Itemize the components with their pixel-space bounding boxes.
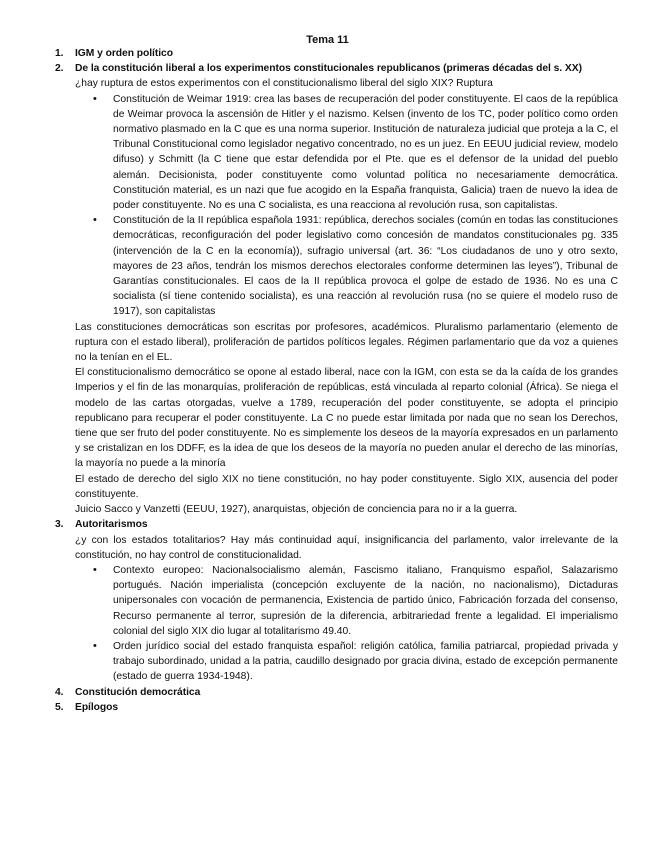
bullet-text: Orden jurídico social del estado franquista español: religión católica, familia patriarcal, propiedad privada y trabajo subordinado, unidad a la patria, caudillo designado por gracia divina, estado de excepción permanente (estado de guerra 1934-1948). [113, 640, 618, 683]
bullet-item [55, 563, 618, 639]
bullet-text: Constitución de la II república española 1931: república, derechos sociales (común en todas las constituciones democráticas, reconfiguración del poder legislativo como concesión de mandatos constitucionales pg. 335 (intervención de la C en la economía)), sufragio universal (art. 36: “Los ciudadanos de uno y otro sexto, mayores de 23 años, tendrán los mismos derechos electorales conforme determinen las leyes”), Tribunal de Garantías constitucionales. El caos de la II república provoca el golpe de estado de 1936. No es una C socialista (sí tiene contenido socialista), es una reacción al revolución rusa (no se quiere el modelo ruso de 1917), son capitalistas [113, 215, 618, 318]
paragraph: El constitucionalismo democrático se opone al estado liberal, nace con la IGM, con esta se da la caída de los grandes Imperios y el fin de las monarquías, proliferación de repúblicas, está vinculada al reparto colonial (África). Se niega el modelo de las cartas otorgadas, vuelve a 1789, recuperación del poder constituyente, se adopta el principio republicano para recuperar el poder constituyente. La C no puede estar limitada por nada que no sean los Derechos, tiene que ser fruto del poder constituyente. No es simplemente los deseos de la mayoría expresados en un parlamento y se cristalizan en los DDFF, es la idea de que los deseos de la mayoría no pueden anular el derecho de las minorías, la mayoría no puede a la minoría [75, 367, 618, 470]
section-number: 4. [55, 686, 64, 698]
section-5-heading [55, 700, 618, 715]
bullet-icon: • [93, 214, 97, 227]
bullet-item [55, 213, 618, 319]
section-title: Constitución democrática [75, 686, 201, 698]
section-title: Autoritarismos [75, 519, 148, 531]
bullet-icon: • [93, 563, 97, 576]
bullet-item [55, 92, 618, 214]
section-2-heading [55, 61, 618, 76]
bullet-item [55, 639, 618, 685]
bullet-text: Constitución de Weimar 1919: crea las bases de recuperación del poder constituyente. El caos de la república de Weimar provoca la ascensión de Hitler y el nazismo. Kelsen (invento de los TC, poder político como orden normativo plasmado en la C que es una norma superior. Institución de naturaleza judicial que proteja a la C, el Tribunal Constitucional como legislador negativo concentrado, no es un juez. En EEUU judicial review, modelo difuso) y Schmitt (la C tiene que estar defendida por el Pte. que es el defensor de la unidad del pueblo alemán. Decisionista, poder constituyente como voluntad política no necesariamente democrática. Constitución material, es un nazi que fue acogido en la España franquista, Galicia) traen de nuevo la idea de poder constituyente. No es una C socialista, es una reacciona al revolución rusa, son capitalistas. [113, 93, 618, 212]
bullet-icon: • [93, 639, 97, 652]
section-1-heading [55, 46, 618, 61]
paragraph: El estado de derecho del siglo XIX no tiene constitución, no hay poder constituyente. Siglo XIX, ausencia del poder constituyente. [75, 473, 618, 500]
bullet-text: Contexto europeo: Nacionalsocialismo alemán, Fascismo italiano, Franquismo español, Salazarismo portugués. Nación imperialista (concepción excluyente de la nación, no nacionalismo), Dictaduras unipersonales con vocación de permanencia, Existencia de partido único, Fabricación forzada del consenso, Recurso permanente al terror, supresión de la diferencia, arbitrariedad frente a legalidad. El imperialismo colonial del siglo XIX dio lugar al totalitarismo 49.40. [113, 564, 618, 637]
section-4-heading [55, 685, 618, 700]
section-3-intro: ¿y con los estados totalitarios? Hay más continuidad aquí, insignificancia del parlamento, valor irrelevante de la constitución, no hay control de constitucionalidad. [75, 534, 618, 561]
section-2-intro: ¿hay ruptura de estos experimentos con el constitucionalismo liberal del siglo XIX? Ruptura [75, 78, 493, 90]
section-number: 3. [55, 519, 64, 531]
section-title: IGM y orden político [75, 48, 173, 59]
bullet-icon: • [93, 92, 97, 105]
section-title: Epílogos [75, 701, 119, 713]
section-number: 1. [55, 48, 64, 59]
section-3-heading [55, 517, 618, 532]
section-number: 5. [55, 701, 64, 713]
paragraph: Las constituciones democráticas son escritas por profesores, académicos. Pluralismo parlamentario (elemento de ruptura con el estado liberal), proliferación de partidos políticos legales. Régimen parlamentario que da voz a quienes no la tenían en el EL. [75, 321, 618, 364]
paragraph: Juicio Sacco y Vanzetti (EEUU, 1927), anarquistas, objeción de conciencia para no ir a la guerra. [75, 504, 518, 516]
page-title: Tema 11 [306, 34, 349, 46]
section-number: 2. [55, 63, 64, 75]
document-body [55, 46, 618, 715]
section-title: De la constitución liberal a los experimentos constitucionales republicanos (primeras décadas del s. XX) [75, 63, 582, 75]
